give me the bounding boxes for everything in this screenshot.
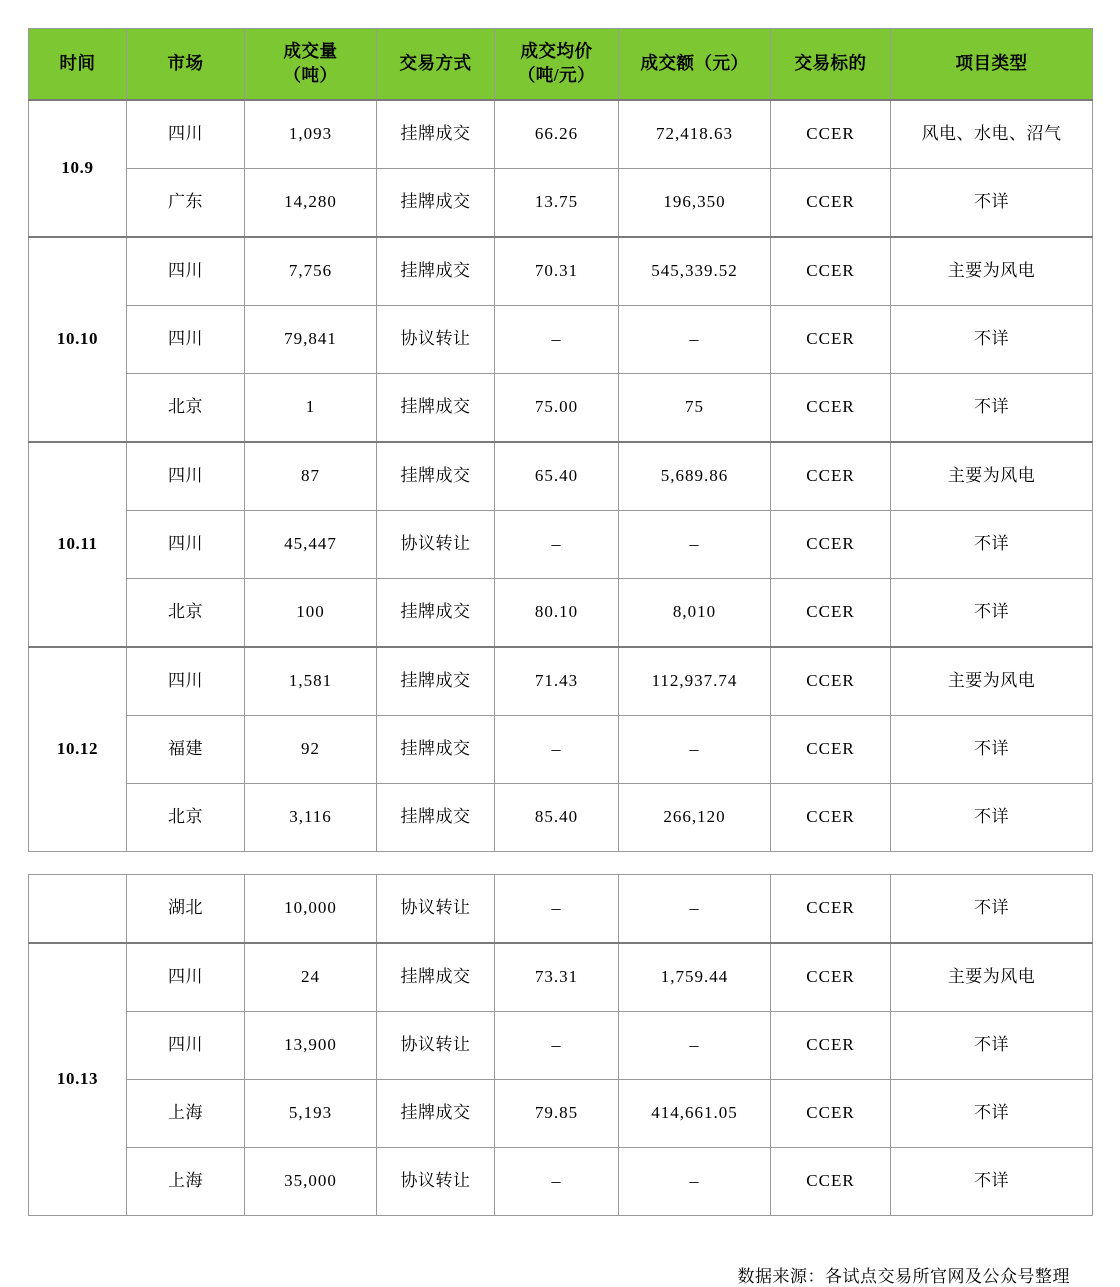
table-row [29, 100, 1093, 169]
market-cell: 北京 [127, 374, 245, 443]
trade-mode-cell: 协议转让 [377, 875, 495, 944]
trade-target-cell: CCER [771, 1080, 891, 1148]
column-header-volume [245, 29, 377, 101]
table-header [29, 29, 1093, 101]
volume-cell: 1,093 [245, 100, 377, 169]
table-header-row [29, 29, 1093, 101]
volume-cell: 7,756 [245, 237, 377, 306]
market-cell: 北京 [127, 579, 245, 648]
market-cell: 四川 [127, 647, 245, 716]
table-row [29, 875, 1093, 944]
volume-cell: 24 [245, 943, 377, 1012]
turnover-cell: – [619, 306, 771, 374]
column-header-trade-mode [377, 29, 495, 101]
volume-cell: 35,000 [245, 1148, 377, 1216]
table-row [29, 237, 1093, 306]
trade-mode-cell: 挂牌成交 [377, 579, 495, 648]
turnover-cell: – [619, 511, 771, 579]
trade-target-cell: CCER [771, 100, 891, 169]
table-body-part1 [29, 100, 1093, 852]
project-type-cell: 不详 [891, 374, 1093, 443]
avg-price-cell: 13.75 [495, 169, 619, 238]
carbon-trading-table-part2 [28, 874, 1093, 1216]
trade-mode-cell: 挂牌成交 [377, 442, 495, 511]
avg-price-cell: 80.10 [495, 579, 619, 648]
trade-target-cell: CCER [771, 511, 891, 579]
date-cell-continued [29, 875, 127, 944]
project-type-cell: 主要为风电 [891, 442, 1093, 511]
avg-price-cell: 66.26 [495, 100, 619, 169]
avg-price-cell: 71.43 [495, 647, 619, 716]
trade-mode-cell: 挂牌成交 [377, 374, 495, 443]
project-type-cell: 主要为风电 [891, 647, 1093, 716]
avg-price-cell: 79.85 [495, 1080, 619, 1148]
data-source-note: 数据来源：各试点交易所官网及公众号整理 [737, 1267, 1070, 1286]
volume-cell: 14,280 [245, 169, 377, 238]
project-type-cell: 不详 [891, 1148, 1093, 1216]
volume-cell: 79,841 [245, 306, 377, 374]
market-cell: 四川 [127, 442, 245, 511]
volume-cell: 3,116 [245, 784, 377, 852]
trade-target-cell: CCER [771, 943, 891, 1012]
date-cell: 10.10 [29, 237, 127, 442]
trade-target-cell: CCER [771, 1012, 891, 1080]
project-type-cell: 不详 [891, 875, 1093, 944]
project-type-cell: 不详 [891, 579, 1093, 648]
header-text-line1: 成交均价 [520, 41, 593, 62]
turnover-cell: – [619, 875, 771, 944]
header-text-line1: 成交量 [283, 41, 338, 62]
avg-price-cell: – [495, 1148, 619, 1216]
table-row [29, 511, 1093, 579]
turnover-cell: 5,689.86 [619, 442, 771, 511]
table-row [29, 306, 1093, 374]
volume-cell: 87 [245, 442, 377, 511]
trade-mode-cell: 挂牌成交 [377, 1080, 495, 1148]
header-text: 交易标的 [794, 53, 867, 74]
table-row [29, 374, 1093, 443]
turnover-cell: 72,418.63 [619, 100, 771, 169]
avg-price-cell: 70.31 [495, 237, 619, 306]
turnover-cell: – [619, 716, 771, 784]
table-row [29, 1080, 1093, 1148]
project-type-cell: 不详 [891, 784, 1093, 852]
trade-target-cell: CCER [771, 374, 891, 443]
header-text: 成交额（元） [640, 53, 749, 74]
trade-target-cell: CCER [771, 306, 891, 374]
avg-price-cell: 75.00 [495, 374, 619, 443]
volume-cell: 5,193 [245, 1080, 377, 1148]
table-row [29, 169, 1093, 238]
volume-cell: 10,000 [245, 875, 377, 944]
carbon-trading-table-part1 [28, 28, 1093, 852]
header-text: 时间 [59, 53, 96, 74]
project-type-cell: 不详 [891, 1012, 1093, 1080]
table-row [29, 647, 1093, 716]
market-cell: 上海 [127, 1148, 245, 1216]
market-cell: 四川 [127, 511, 245, 579]
avg-price-cell: – [495, 511, 619, 579]
trade-mode-cell: 挂牌成交 [377, 943, 495, 1012]
market-cell: 四川 [127, 306, 245, 374]
project-type-cell: 主要为风电 [891, 237, 1093, 306]
turnover-cell: 545,339.52 [619, 237, 771, 306]
project-type-cell: 风电、水电、沼气 [891, 100, 1093, 169]
header-text: 交易方式 [399, 53, 472, 74]
market-cell: 四川 [127, 943, 245, 1012]
market-cell: 四川 [127, 1012, 245, 1080]
volume-cell: 13,900 [245, 1012, 377, 1080]
volume-cell: 45,447 [245, 511, 377, 579]
turnover-cell: 196,350 [619, 169, 771, 238]
project-type-cell: 不详 [891, 1080, 1093, 1148]
turnover-cell: – [619, 1148, 771, 1216]
avg-price-cell: – [495, 875, 619, 944]
column-header-project-type [891, 29, 1093, 101]
turnover-cell: 75 [619, 374, 771, 443]
trade-mode-cell: 协议转让 [377, 1148, 495, 1216]
trade-target-cell: CCER [771, 579, 891, 648]
trade-mode-cell: 挂牌成交 [377, 784, 495, 852]
market-cell: 湖北 [127, 875, 245, 944]
header-text-line2: （吨） [283, 65, 338, 85]
trade-target-cell: CCER [771, 875, 891, 944]
table-row [29, 1148, 1093, 1216]
market-cell: 四川 [127, 100, 245, 169]
turnover-cell: 112,937.74 [619, 647, 771, 716]
trade-mode-cell: 协议转让 [377, 511, 495, 579]
header-text-line2: （吨/元） [517, 65, 596, 85]
avg-price-cell: 65.40 [495, 442, 619, 511]
trade-target-cell: CCER [771, 442, 891, 511]
volume-cell: 1,581 [245, 647, 377, 716]
avg-price-cell: 85.40 [495, 784, 619, 852]
turnover-cell: 8,010 [619, 579, 771, 648]
trade-mode-cell: 挂牌成交 [377, 716, 495, 784]
project-type-cell: 主要为风电 [891, 943, 1093, 1012]
market-cell: 四川 [127, 237, 245, 306]
volume-cell: 100 [245, 579, 377, 648]
header-text: 项目类型 [955, 53, 1028, 74]
project-type-cell: 不详 [891, 511, 1093, 579]
trade-mode-cell: 协议转让 [377, 1012, 495, 1080]
trade-mode-cell: 挂牌成交 [377, 237, 495, 306]
trade-target-cell: CCER [771, 647, 891, 716]
column-header-market [127, 29, 245, 101]
avg-price-cell: – [495, 716, 619, 784]
table-row [29, 943, 1093, 1012]
avg-price-cell: – [495, 306, 619, 374]
date-cell: 10.9 [29, 100, 127, 237]
table-body-part2 [29, 875, 1093, 1216]
turnover-cell: – [619, 1012, 771, 1080]
column-header-time [29, 29, 127, 101]
date-cell: 10.11 [29, 442, 127, 647]
trade-target-cell: CCER [771, 169, 891, 238]
table-row [29, 716, 1093, 784]
avg-price-cell: – [495, 1012, 619, 1080]
table-row [29, 784, 1093, 852]
market-cell: 福建 [127, 716, 245, 784]
project-type-cell: 不详 [891, 169, 1093, 238]
trade-mode-cell: 挂牌成交 [377, 100, 495, 169]
avg-price-cell: 73.31 [495, 943, 619, 1012]
header-text: 市场 [167, 53, 204, 74]
table-row [29, 579, 1093, 648]
column-header-avg-price [495, 29, 619, 101]
date-cell: 10.13 [29, 943, 127, 1216]
trade-target-cell: CCER [771, 237, 891, 306]
column-header-turnover [619, 29, 771, 101]
trade-target-cell: CCER [771, 1148, 891, 1216]
project-type-cell: 不详 [891, 306, 1093, 374]
market-cell: 广东 [127, 169, 245, 238]
trade-mode-cell: 挂牌成交 [377, 169, 495, 238]
date-cell: 10.12 [29, 647, 127, 852]
table-row [29, 442, 1093, 511]
column-header-trade-target [771, 29, 891, 101]
trade-target-cell: CCER [771, 784, 891, 852]
market-cell: 上海 [127, 1080, 245, 1148]
trade-mode-cell: 协议转让 [377, 306, 495, 374]
turnover-cell: 266,120 [619, 784, 771, 852]
volume-cell: 92 [245, 716, 377, 784]
market-cell: 北京 [127, 784, 245, 852]
trade-target-cell: CCER [771, 716, 891, 784]
turnover-cell: 1,759.44 [619, 943, 771, 1012]
turnover-cell: 414,661.05 [619, 1080, 771, 1148]
trade-mode-cell: 挂牌成交 [377, 647, 495, 716]
table-row [29, 1012, 1093, 1080]
project-type-cell: 不详 [891, 716, 1093, 784]
volume-cell: 1 [245, 374, 377, 443]
